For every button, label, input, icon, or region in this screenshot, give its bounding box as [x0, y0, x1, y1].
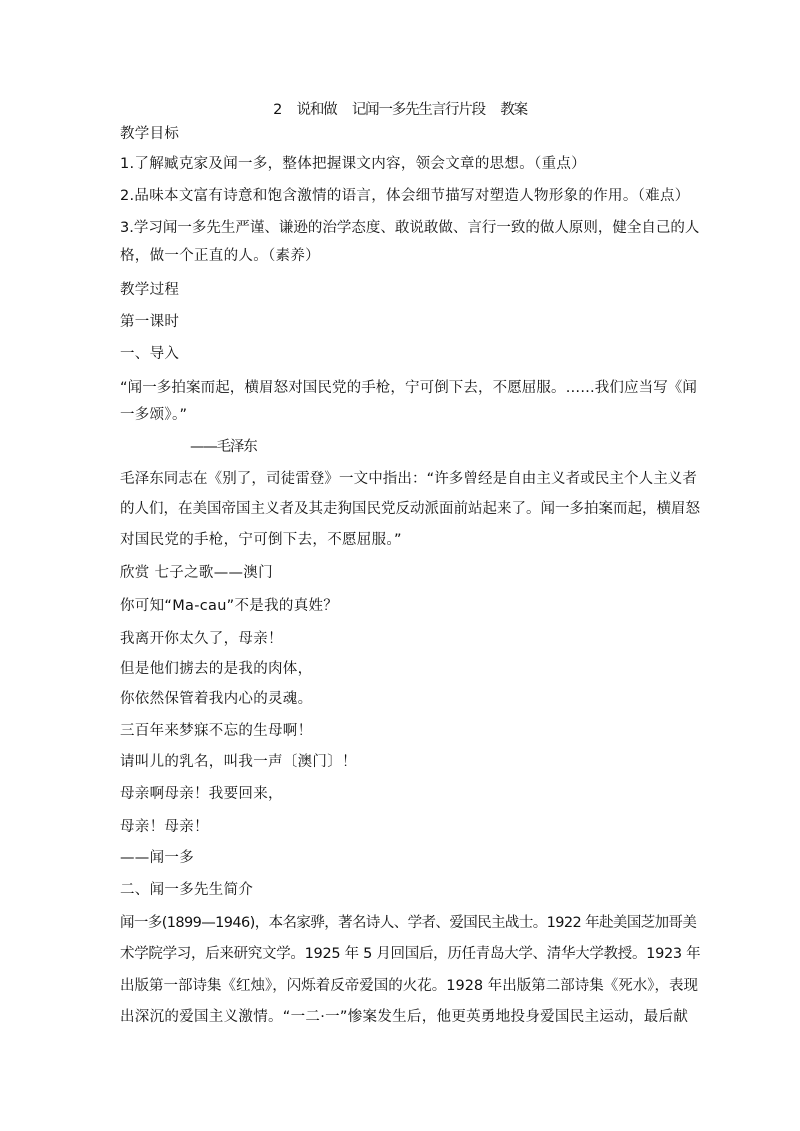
poem-line-4: 你依然保管着我内心的灵魂。 [120, 691, 313, 707]
poem-signature: ——闻一多 [120, 850, 194, 866]
title-part-2: 记闻一多先生言行片段 [351, 102, 485, 118]
section-intro: 一、导入 [120, 346, 180, 362]
title-part-1: 说和做 [296, 102, 337, 118]
goal-3-line-2: 格，做一个正直的人。（素养） [120, 248, 320, 264]
poem-line-5: 三百年来梦寐不忘的生母啊！ [120, 723, 313, 739]
quote-line-1: “闻一多拍案而起，横眉怒对国民党的手枪，宁可倒下去，不愿屈服。……我们应当写《闻 [120, 380, 698, 396]
poem-line-7: 母亲啊母亲！我要回来， [120, 786, 283, 802]
poem-heading: 欣赏 七子之歌——澳门 [120, 565, 273, 581]
document-title [0, 100, 800, 120]
poem-line-8: 母亲！母亲！ [120, 819, 209, 835]
goal-2: 2.品味本文富有诗意和饱含激情的语言，体会细节描写对塑造人物形象的作用。（难点） [120, 188, 690, 204]
title-number: 2 [273, 102, 282, 118]
para-1-line-3: 对国民党的手枪，宁可倒下去，不愿屈服。” [120, 532, 402, 548]
bio-line-2: 术学院学习，后来研究文学。1925 年 5 月回国后，历任青岛大学、清华大学教授。1923 年 [120, 946, 701, 962]
heading-teaching-process: 教学过程 [120, 282, 180, 298]
quote-line-2: 一多颂》。” [120, 407, 188, 423]
poem-line-3: 但是他们掳去的是我的肉体， [120, 661, 313, 677]
bio-line-4: 出深沉的爱国主义激情。“一二·一”惨案发生后，他更英勇地投身爱国民主运动，最后献 [120, 1009, 689, 1025]
section-bio: 二、闻一多先生简介 [120, 882, 254, 898]
poem-line-2: 我离开你太久了，母亲！ [120, 631, 283, 647]
goal-3-line-1: 3.学习闻一多先生严谨、谦逊的治学态度、敢说敢做、言行一致的做人原则，健全自己的人 [120, 220, 700, 236]
heading-teaching-goals: 教学目标 [120, 126, 180, 142]
poem-line-6: 请叫儿的乳名，叫我一声〔澳门〕！ [120, 754, 357, 770]
quote-signature: ——毛泽东 [190, 439, 257, 455]
bio-line-3: 出版第一部诗集《红烛》，闪烁着反帝爱国的火花。1928 年出版第二部诗集《死水》，表现 [120, 978, 699, 994]
bio-line-1: 闻一多(1899—1946)，本名家骅，著名诗人、学者、爱国民主战士。1922 年赴美国芝加哥美 [120, 915, 697, 931]
goal-1: 1.了解臧克家及闻一多，整体把握课文内容，领会文章的思想。（重点） [120, 156, 586, 172]
para-1-line-1: 毛泽东同志在《别了，司徒雷登》一文中指出：“许多曾经是自由主义者或民主个人主义者 [120, 471, 698, 487]
poem-line-1: 你可知“Ma-cau”不是我的真姓？ [120, 598, 339, 614]
title-part-3: 教案 [500, 102, 527, 118]
heading-first-lesson: 第一课时 [120, 314, 180, 330]
para-1-line-2: 的人们，在美国帝国主义者及其走狗国民党反动派面前站起来了。闻一多拍案而起，横眉怒 [120, 501, 700, 517]
